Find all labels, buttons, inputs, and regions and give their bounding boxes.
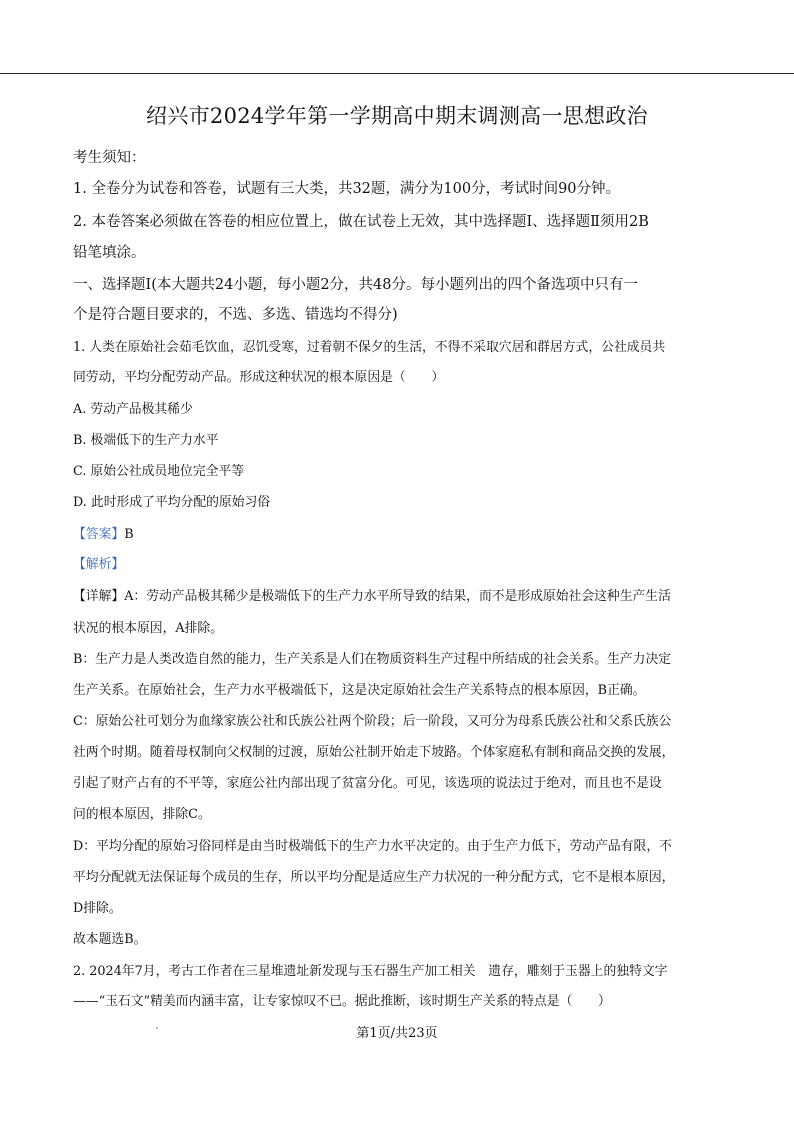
q1-option-c: C. 原始公社成员地位完全平等 [73, 464, 245, 479]
q1-detail-d-line-1: D：平均分配的原始习俗同样是由当时极端低下的生产力水平决定的。由于生产力低下，劳动产品有限，不 [73, 839, 672, 854]
q1-detail-a-line-1 [73, 585, 671, 604]
q1-detail-d-line-2: 平均分配就无法保证每个成员的生存，所以平均分配是适应生产力状况的一种分配方式，它不是根本原因， [73, 870, 675, 885]
q1-stem-line-2: 同劳动，平均分配劳动产品。形成这种状况的根本原因是（ ） [73, 370, 445, 385]
page-title: 绍兴市2024学年第一学期高中期末调测高一思想政治 [146, 104, 648, 128]
q1-option-a: A. 劳动产品极其稀少 [73, 402, 193, 417]
q1-answer [73, 523, 134, 542]
q1-conclusion: 故本题选B。 [73, 932, 147, 947]
q1-detail-c-line-4: 问的根本原因，排除C。 [73, 807, 211, 822]
q1-detail-b-line-1: B：生产力是人类改造自然的能力，生产关系是人们在物质资料生产过程中所结成的社会关系。生产力决定 [73, 652, 672, 667]
q1-stem-line-1: 1. 人类在原始社会茹毛饮血，忍饥受寒，过着朝不保夕的生活，不得不采取穴居和群居方式，公社成员共 [73, 340, 666, 355]
section-1-line-2: 个是符合题目要求的，不选、多选、错选均不得分) [73, 307, 398, 323]
notice-item-2-line-1: 2. 本卷答案必须做在答卷的相应位置上，做在试卷上无效，其中选择题Ⅰ、选择题Ⅱ须用2B [73, 214, 649, 230]
q1-detail-b-line-2: 生产关系。在原始社会，生产力水平极端低下，这是决定原始社会生产关系特点的根本原因，B正确。 [73, 683, 646, 698]
header-rule [0, 73, 794, 74]
notice-item-2-line-2: 铅笔填涂。 [73, 245, 146, 261]
q1-detail-c-line-2: 社两个时期。随着母权制向父权制的过渡，原始公社制开始走下坡路。个体家庭私有制和商品交换的发展， [73, 745, 675, 760]
q1-analysis-label [73, 553, 124, 572]
answer-label: 【答案】 [73, 527, 125, 542]
q2-stem-line-1: 2. 2024年7月，考古工作者在三星堆遗址新发现与玉石器生产加工相关 遗存，雕刻于玉器上的独特文字 [73, 964, 668, 979]
q1-detail-c-line-3: 引起了财产占有的不平等，家庭公社内部出现了贫富分化。可见，该选项的说法过于绝对，而且也不是设 [73, 776, 662, 791]
q1-option-b: B. 极端低下的生产力水平 [73, 433, 219, 448]
answer-value: B [124, 527, 134, 542]
analysis-label: 【解析】 [73, 557, 125, 572]
q1-detail-c-line-1: C：原始公社可划分为血缘家族公社和氏族公社两个阶段；后一阶段，又可分为母系氏族公社和父系氏族公 [73, 714, 672, 729]
q2-stem-line-2: ——“玉石文”精美而内涵丰富，让专家惊叹不已。据此推断，该时期生产关系的特点是（ ） [73, 994, 611, 1009]
notice-heading: 考生须知： [73, 150, 146, 166]
q1-option-d: D. 此时形成了平均分配的原始习俗 [73, 495, 271, 510]
detail-label: 【详解】 [73, 589, 125, 604]
q1-detail-d-line-3: D排除。 [73, 901, 122, 916]
detail-a-text: A：劳动产品极其稀少是极端低下的生产力水平所导致的结果，而不是形成原始社会这种生产生活 [124, 589, 671, 604]
page-footer: 第1页/共23页 [356, 1026, 438, 1041]
q1-detail-a-line-2: 状况的根本原因，A排除。 [73, 621, 224, 636]
section-1-line-1: 一、选择题Ⅰ(本大题共24小题，每小题2分，共48分。每小题列出的四个备选项中只有一 [73, 277, 639, 293]
notice-item-1: 1. 全卷分为试卷和答卷，试题有三大类，共32题，满分为100分，考试时间90分钟。 [73, 181, 621, 197]
